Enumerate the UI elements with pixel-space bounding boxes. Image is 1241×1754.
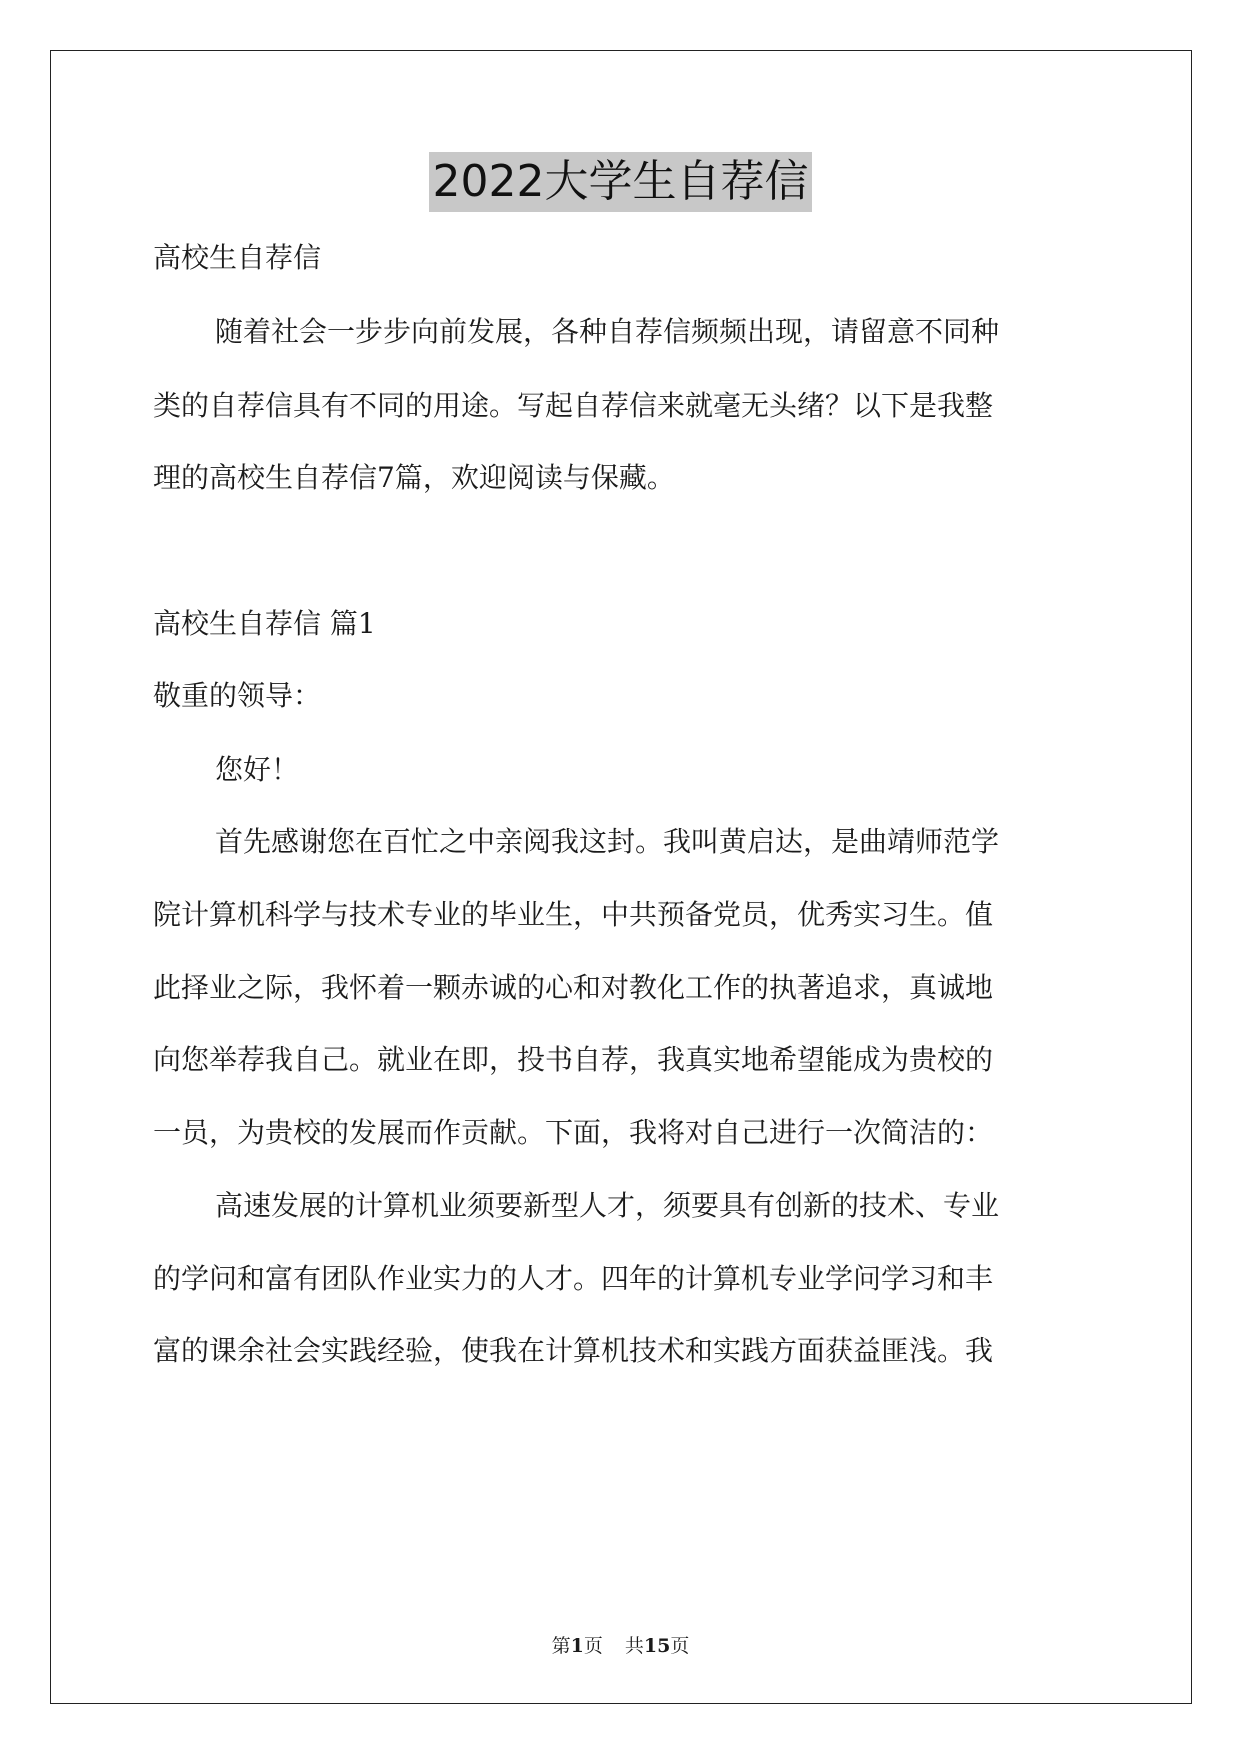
page-border xyxy=(50,50,1192,1704)
body-paragraph-line: 此择业之际，我怀着一颗赤诚的心和对教化工作的执著追求，真诚地 xyxy=(153,971,994,1004)
page-number: 1 xyxy=(570,1635,584,1657)
section-heading: 高校生自荐信 xyxy=(153,241,322,274)
page-footer xyxy=(0,1632,1241,1660)
total-prefix: 共 xyxy=(624,1635,644,1657)
page-suffix: 页 xyxy=(583,1635,603,1657)
body-paragraph-line: 的学问和富有团队作业实力的人才。四年的计算机专业学问学习和丰 xyxy=(153,1262,994,1295)
total-suffix: 页 xyxy=(670,1635,690,1657)
intro-paragraph-line: 随着社会一步步向前发展，各种自荐信频频出现，请留意不同种 xyxy=(215,315,1000,348)
body-paragraph-line: 院计算机科学与技术专业的毕业生，中共预备党员，优秀实习生。值 xyxy=(153,898,994,931)
page-prefix: 第 xyxy=(551,1635,571,1657)
body-paragraph-line: 一员，为贵校的发展而作贡献。下面，我将对自己进行一次简洁的： xyxy=(153,1116,994,1149)
letter-heading: 高校生自荐信 篇1 xyxy=(153,607,376,640)
total-pages: 15 xyxy=(643,1635,671,1657)
intro-paragraph-line: 类的自荐信具有不同的用途。写起自荐信来就毫无头绪？以下是我整 xyxy=(153,389,994,422)
body-paragraph-line: 首先感谢您在百忙之中亲阅我这封。我叫黄启达，是曲靖师范学 xyxy=(215,825,1000,858)
intro-paragraph-line: 理的高校生自荐信7篇，欢迎阅读与保藏。 xyxy=(153,461,675,494)
title-container xyxy=(0,152,1241,212)
body-paragraph-line: 向您举荐我自己。就业在即，投书自荐，我真实地希望能成为贵校的 xyxy=(153,1043,994,1076)
greeting: 您好！ xyxy=(215,753,300,786)
body-paragraph-line: 富的课余社会实践经验，使我在计算机技术和实践方面获益匪浅。我 xyxy=(153,1334,994,1367)
body-paragraph-line: 高速发展的计算机业须要新型人才，须要具有创新的技术、专业 xyxy=(215,1189,1000,1222)
salutation: 敬重的领导： xyxy=(153,679,322,712)
document-title: 2022大学生自荐信 xyxy=(429,152,813,212)
